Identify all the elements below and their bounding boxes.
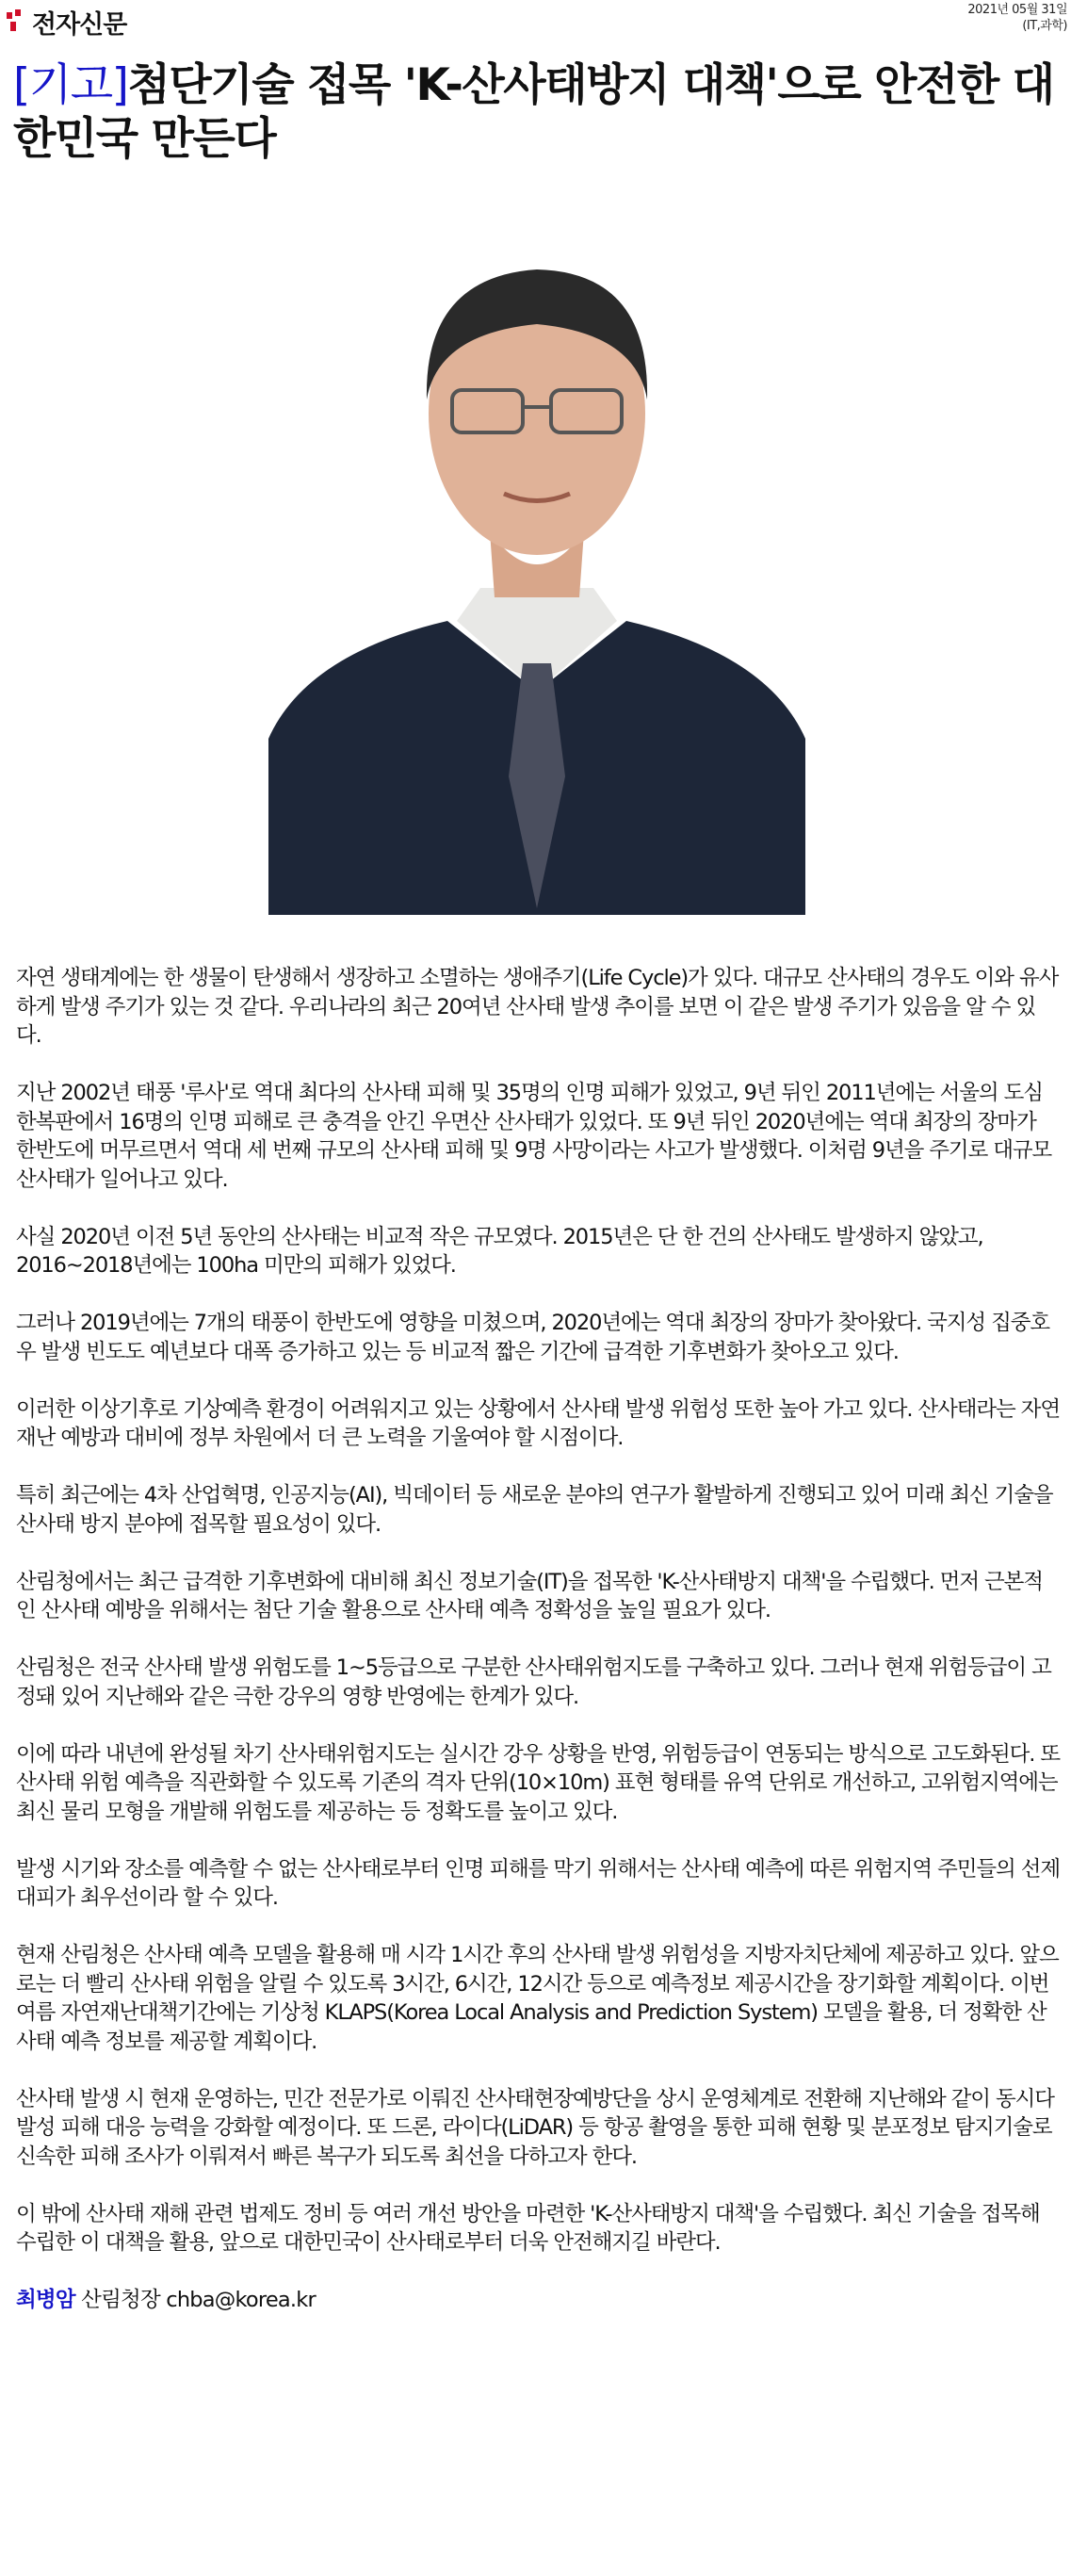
article-title: [기고]첨단기술 접목 'K-산사태방지 대책'으로 안전한 대한민국 만든다 [13,59,1054,165]
author-name: 최병암 [16,2288,75,2312]
logo-mark-icon [4,8,28,37]
title-text: 첨단기술 접목 'K-산사태방지 대책'으로 안전한 대한민국 만든다 [13,59,1054,165]
paragraph: 지난 2002년 태풍 '루사'로 역대 최다의 산사태 피해 및 35명의 인명 피해가 있었고, 9년 뒤인 2011년에는 서울의 도심 한복판에서 16명의 인명 피해로 큰 충격을 안긴 우면산 산사태가 있었다. 또 9년 뒤인 2020년에는 역대 최장의 장마가 한반도에 머무르면서 역대 세 번째 규모의 산사태 피해 및 9명 사망이라는 사고가 발생했다. 이처럼 9년을 주기로 대규모 산사태가 일어나고 있다. [16,1081,1052,1192]
publish-date: 2021년 05월 31일 [967,3,1067,17]
paragraph: 산사태 발생 시 현재 운영하는, 민간 전문가로 이뤄진 산사태현장예방단을 상시 운영체계로 전환해 지난해와 같이 동시다발성 피해 대응 능력을 강화할 예정이다. 또 드론, 라이다(LiDAR) 등 항공 촬영을 통한 피해 현황 및 분포정보 탐지기술로 신속한 피해 조사가 이뤄져서 빠른 복구가 되도록 최선을 다하고자 한다. [16,2086,1054,2169]
author-photo [268,249,805,915]
paragraph: 사실 2020년 이전 5년 동안의 산사태는 비교적 작은 규모였다. 2015년은 단 한 건의 산사태도 발생하지 않았고, 2016~2018년에는 100ha 미만의 피해가 있었다. [16,1224,983,1278]
logo-text: 전자신문 [32,10,127,40]
paragraph: 이에 따라 내년에 완성될 차기 산사태위험지도는 실시간 강우 상황을 반영, 위험등급이 연동되는 방식으로 고도화된다. 또 산사태 위험 예측을 직관화할 수 있도록 기존의 격자 단위(10×10m) 표현 형태를 유역 단위로 개선하고, 고위험지역에는 최신 물리 모형을 개발해 위험도를 제공하는 등 정확도를 높이고 있다. [16,1741,1060,1824]
section-label: (IT,과학) [1022,19,1067,33]
paragraph: 그러나 2019년에는 7개의 태풍이 한반도에 영향을 미쳤으며, 2020년에는 역대 최장의 장마가 찾아왔다. 국지성 집중호우 발생 빈도도 예년보다 대폭 증가하고 있는 등 비교적 짧은 기간에 급격한 기후변화가 찾아오고 있다. [16,1311,1050,1364]
paragraph: 현재 산림청은 산사태 예측 모델을 활용해 매 시각 1시간 후의 산사태 발생 위험성을 지방자치단체에 제공하고 있다. 앞으로는 더 빨리 산사태 위험을 알릴 수 있도록 3시간, 6시간, 12시간 등으로 예측정보 제공시간을 장기화할 계획이다. 이번 여름 자연재난대책기간에는 기상청 KLAPS(Korea Local Analysis and Prediction System) 모델을 활용, 더 정확한 산사태 예측 정보를 제공할 계획이다. [16,1943,1059,2054]
paragraph: 산림청은 전국 산사태 발생 위험도를 1~5등급으로 구분한 산사태위험지도를 구축하고 있다. 그러나 현재 위험등급이 고정돼 있어 지난해와 같은 극한 강우의 영향 반영에는 한계가 있다. [16,1655,1051,1709]
newspaper-logo[interactable] [4,4,126,41]
author-position: 산림청장 [81,2288,160,2312]
paragraph: 이 밖에 산사태 재해 관련 법제도 정비 등 여러 개선 방안을 마련한 'K-산사태방지 대책'을 수립했다. 최신 기술을 접목해 수립한 이 대책을 활용, 앞으로 대한민국이 산사태로부터 더욱 안전해지길 바란다. [16,2201,1040,2255]
paragraph: 이러한 이상기후로 기상예측 환경이 어려워지고 있는 상황에서 산사태 발생 위험성 또한 높아 가고 있다. 산사태라는 자연재난 예방과 대비에 정부 차원에서 더 큰 노력을 기울여야 할 시점이다. [16,1396,1060,1450]
title-tag: 기고 [28,59,112,111]
article-body [16,964,1060,2315]
paragraph: 산림청에서는 최근 급격한 기후변화에 대비해 최신 정보기술(IT)을 접목한 'K-산사태방지 대책'을 수립했다. 먼저 근본적인 산사태 예방을 위해서는 첨단 기술 활용으로 산사태 예측 정확성을 높일 필요가 있다. [16,1569,1043,1622]
paragraph: 발생 시기와 장소를 예측할 수 없는 산사태로부터 인명 피해를 막기 위해서는 산사태 예측에 따른 위험지역 주민들의 선제 대피가 최우선이라 할 수 있다. [16,1856,1060,1910]
byline [16,2286,1060,2315]
author-email[interactable]: chba@korea.kr [166,2288,316,2312]
article-meta [967,2,1067,34]
paragraph: 특히 최근에는 4차 산업혁명, 인공지능(AI), 빅데이터 등 새로운 분야의 연구가 활발하게 진행되고 있어 미래 최신 기술을 산사태 방지 분야에 접목할 필요성이 있다. [16,1483,1053,1537]
paragraph: 자연 생태계에는 한 생물이 탄생해서 생장하고 소멸하는 생애주기(Life Cycle)가 있다. 대규모 산사태의 경우도 이와 유사하게 발생 주기가 있는 것 같다. 우리나라의 최근 20여년 산사태 발생 추이를 보면 이 같은 발생 주기가 있음을 알 수 있다. [16,966,1059,1048]
